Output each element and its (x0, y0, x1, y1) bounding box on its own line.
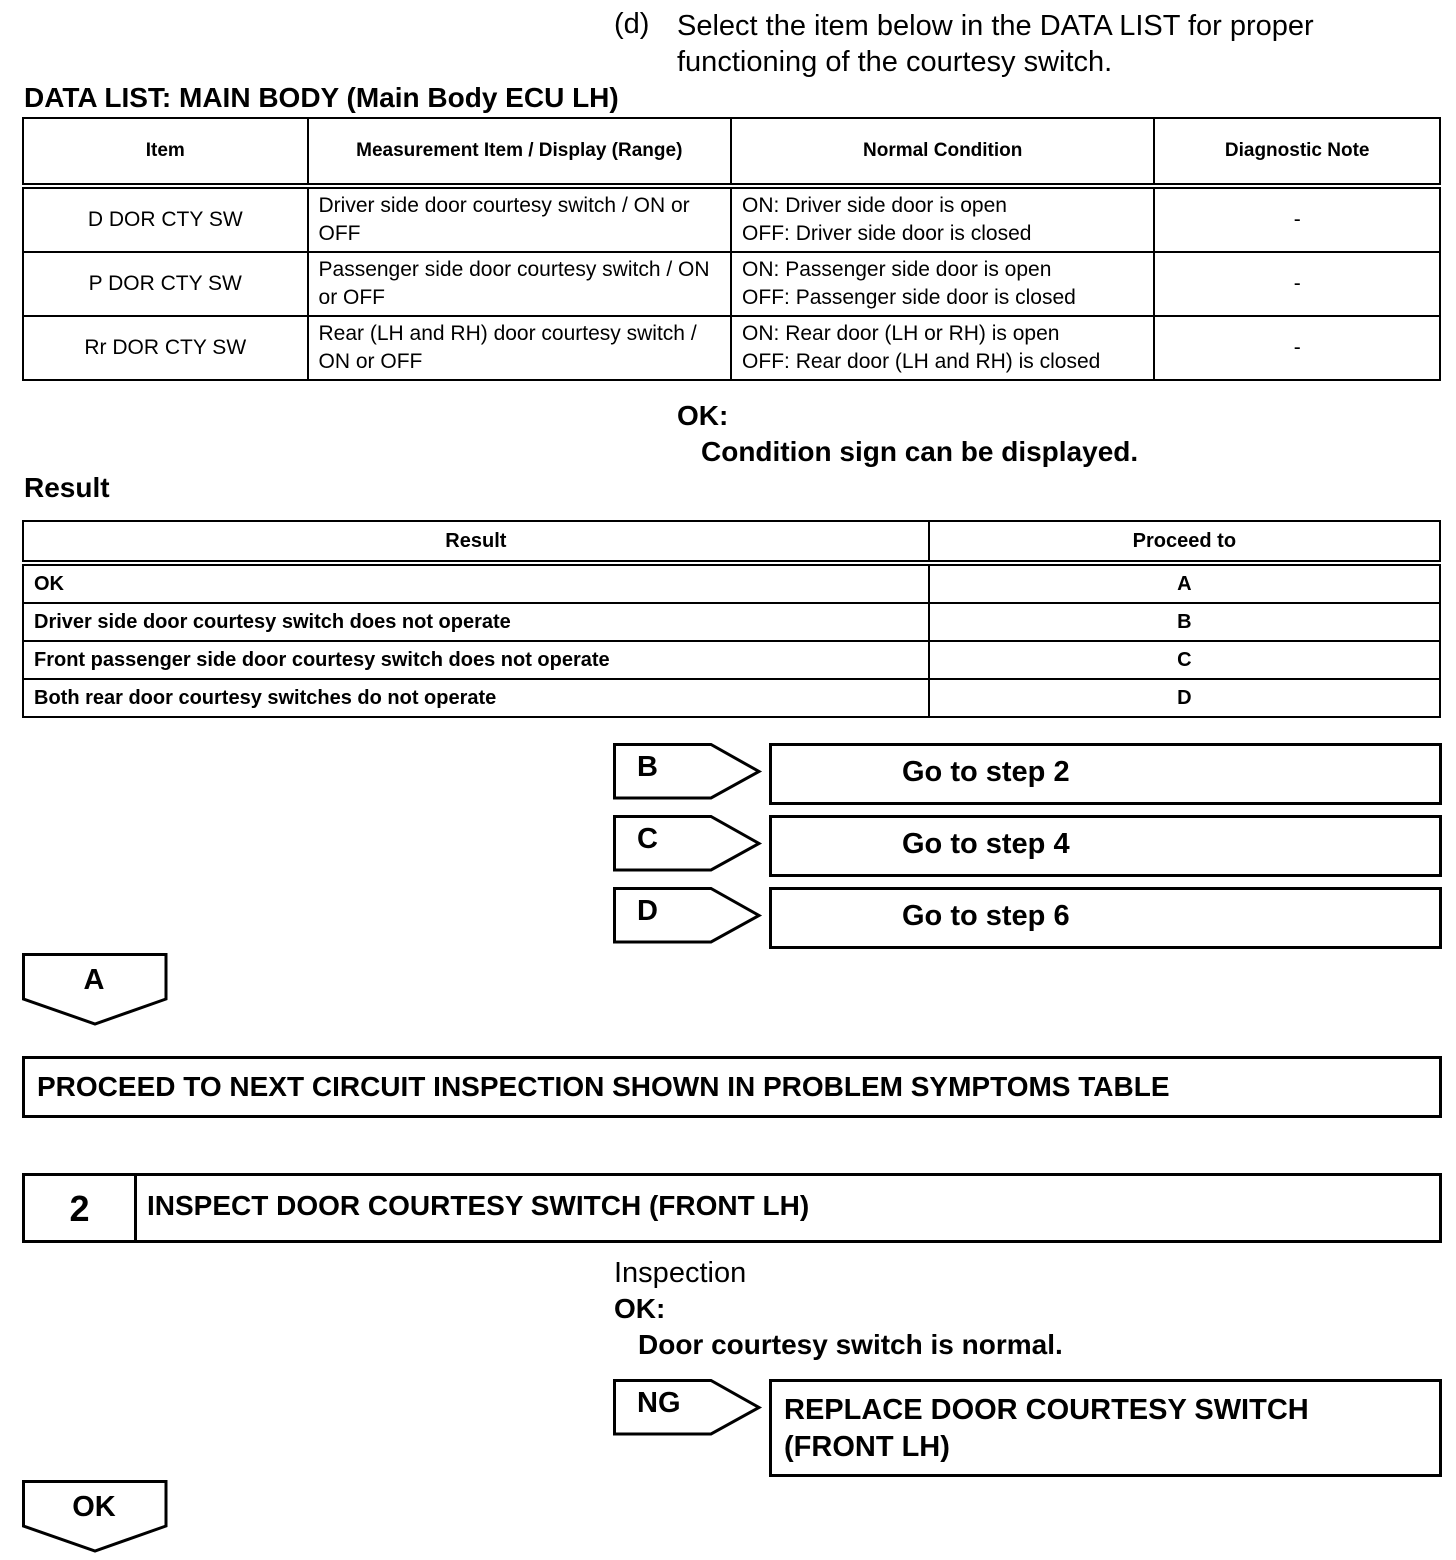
ok-down-tag (22, 1480, 168, 1554)
step-2-ok-label: OK: (614, 1293, 666, 1324)
normal-off: OFF: Passenger side door is closed (742, 286, 1076, 309)
branch-c-label: C (637, 823, 658, 855)
header-result: Result (23, 521, 929, 563)
normal-condition-cell (731, 252, 1154, 316)
item-cell: D DOR CTY SW (23, 186, 308, 252)
step-number: 2 (25, 1176, 137, 1240)
normal-on: ON: Rear door (LH or RH) is open (742, 322, 1060, 345)
step-2-ok-text: Door courtesy switch is normal. (638, 1329, 1063, 1360)
table-row (23, 679, 1440, 717)
header-item: Item (23, 118, 308, 186)
branch-a-label: A (83, 964, 105, 996)
table-row (23, 641, 1440, 679)
result-cell: Both rear door courtesy switches do not operate (23, 679, 929, 717)
header-measurement: Measurement Item / Display (Range) (308, 118, 732, 186)
measurement-cell: Passenger side door courtesy switch / ON or OFF (308, 252, 732, 316)
branch-c-action: Go to step 4 (769, 815, 1442, 877)
measurement-cell: Driver side door courtesy switch / ON or OFF (308, 186, 732, 252)
note-cell: - (1154, 186, 1440, 252)
ng-label: NG (637, 1387, 681, 1419)
replace-switch-box (769, 1379, 1442, 1477)
result-cell: Driver side door courtesy switch does not operate (23, 603, 929, 641)
step-title: INSPECT DOOR COURTESY SWITCH (FRONT LH) (147, 1190, 810, 1221)
proceed-cell: A (929, 563, 1440, 603)
step-d-instruction: Select the item below in the DATA LIST for proper functioning of the courtesy switch. (677, 10, 1314, 78)
data-list-title: DATA LIST: MAIN BODY (Main Body ECU LH) (24, 82, 619, 113)
proceed-next-circuit-box: PROCEED TO NEXT CIRCUIT INSPECTION SHOWN IN PROBLEM SYMPTOMS TABLE (22, 1056, 1442, 1118)
right-arrow-shape (613, 887, 763, 945)
item-cell: P DOR CTY SW (23, 252, 308, 316)
right-arrow-shape (613, 815, 763, 873)
right-arrow-shape (613, 1379, 763, 1437)
ng-tag (613, 1379, 761, 1437)
header-proceed-to: Proceed to (929, 521, 1440, 563)
branch-d-tag (613, 887, 761, 945)
table-row (23, 186, 1440, 252)
measurement-cell: Rear (LH and RH) door courtesy switch / ON or OFF (308, 316, 732, 380)
proceed-cell: C (929, 641, 1440, 679)
normal-on: ON: Driver side door is open (742, 194, 1007, 217)
note-cell: - (1154, 252, 1440, 316)
normal-condition-cell (731, 186, 1154, 252)
ok-label: OK: (677, 400, 729, 431)
header-normal-condition: Normal Condition (731, 118, 1154, 186)
ok-down-label: OK (72, 1491, 116, 1523)
data-list-table (22, 117, 1441, 381)
replace-switch-line2: (FRONT LH) (784, 1431, 950, 1463)
result-cell: OK (23, 563, 929, 603)
note-cell: - (1154, 316, 1440, 380)
ok-condition-text: Condition sign can be displayed. (701, 436, 1139, 467)
normal-off: OFF: Rear door (LH and RH) is closed (742, 350, 1101, 373)
table-row (23, 252, 1440, 316)
table-row (23, 563, 1440, 603)
table-row (23, 316, 1440, 380)
branch-c-tag (613, 815, 761, 873)
step-d-label: (d) (614, 8, 650, 40)
replace-switch-line1: REPLACE DOOR COURTESY SWITCH (784, 1394, 1309, 1426)
branch-b-tag (613, 743, 761, 801)
table-header-row (23, 118, 1440, 186)
step-2-header (22, 1173, 1442, 1243)
branch-b-label: B (637, 751, 658, 783)
proceed-cell: D (929, 679, 1440, 717)
item-cell: Rr DOR CTY SW (23, 316, 308, 380)
normal-on: ON: Passenger side door is open (742, 258, 1052, 281)
normal-off: OFF: Driver side door is closed (742, 222, 1032, 245)
result-cell: Front passenger side door courtesy switch does not operate (23, 641, 929, 679)
table-row (23, 603, 1440, 641)
normal-condition-cell (731, 316, 1154, 380)
header-diagnostic-note: Diagnostic Note (1154, 118, 1440, 186)
branch-a-tag (22, 953, 168, 1027)
branch-d-action: Go to step 6 (769, 887, 1442, 949)
right-arrow-shape (613, 743, 763, 801)
branch-d-label: D (637, 895, 658, 927)
table-header-row (23, 521, 1440, 563)
inspection-label: Inspection (614, 1257, 747, 1289)
result-table (22, 520, 1441, 718)
branch-b-action: Go to step 2 (769, 743, 1442, 805)
proceed-cell: B (929, 603, 1440, 641)
result-title: Result (24, 472, 110, 503)
